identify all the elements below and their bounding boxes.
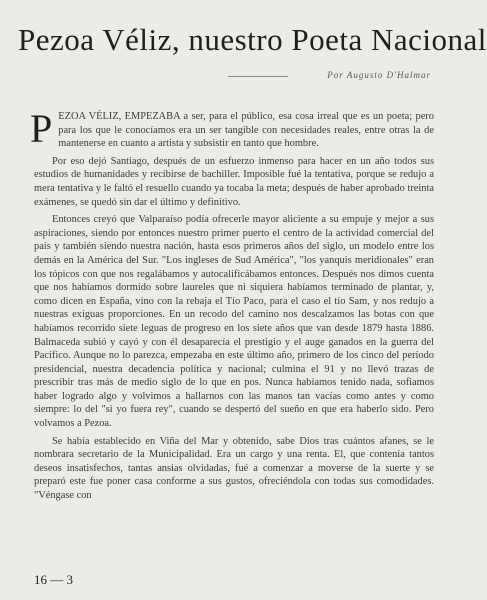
page-number: 16 — 3: [34, 572, 73, 587]
drop-cap: P: [30, 106, 53, 151]
paragraph-3: Entonces creyó que Valparaíso podía ofrecerle mayor aliciente a su empuje y mejor a sus aspiraciones, siendo por entonces nuestro primer puerto el centro de la actividad comercial del país y también siendo nuestra nación, hasta esos primeros años del siglo, un modelo entre los demás en la América del Sur. "Los ingleses de Sud América", "los yanquis meridionales" eran los tópicos con que nos regalábamos y autocalificábamos entonces. Después nos dimos cuenta que nos habíamos dormido sobre laureles que ni siquiera habíamos terminado de plantar, y, como dicen en España, vino con la rebaja el Tío Paco, para el caso el tío Sam, y nos redujo a nuestras exiguas proporciones. En un recodo del camino nos descalzamos las botas con que habíamos recorrido siete leguas de progreso en los siete años que van desde 1879 hasta 1886. Balmaceda subió y cayó y con él desaparecía el prestigio y el auge ganados en la guerra del Pacífico. Aunque no lo parezca, empezaba en este último año, primero de los cinco del período presidencial, nuestra decadencia política y nacional; culmina el 91 y no llevó trazas de prescribir tras más de medio siglo de lo que en pos. Nunca habíamos tenido nada, sofiamos haber logrado algo y volvimos a hallarnos con las manos tan vacías como antes y como siempre: lo del "si yo fuera rey", cuando se despertó del sueño en que era haberlo sido. Pero volvamos a Pezoa.: [34, 214, 434, 430]
paragraph-1: [30, 106, 434, 151]
paragraph-4: Se había establecido en Viña del Mar y obtenido, sabe Dios tras cuántos afanes, se le nombrara secretario de la Municipalidad. Era un cargo y una renta. El, que contenía tantos deseos insatisfechos, tantas ansias olvidadas, fué a comenzar a moverse de la suerte y se preparó este fue poner casa conforme a sus gustos, ofreciéndola con todas sus comodidades. "Véngase con: [34, 435, 434, 502]
byline-rule: [228, 76, 288, 77]
paragraph-1-text: EZOA VÉLIZ, EMPEZABA a ser, para el público, esa cosa irreal que es un poeta; pero para los que le conocíamos era un ser tangible con necesidades reales, entre otras la de mantenerse en cuanto a artista y subsistir en tanto que hombre.: [58, 111, 434, 150]
article-body: [30, 106, 434, 572]
article-byline: Por Augusto D'Halmar: [327, 70, 431, 80]
article-title: Pezoa Véliz, nuestro Poeta Nacional: [18, 22, 487, 57]
paragraph-2: Por eso dejó Santiago, después de un esfuerzo inmenso para hacer en un año todos sus estudios de humanidades y recibirse de bachiller. Imposible fué la tentativa, porque se redujo a mera tentativa y le faltó el resuello cuando ya tocaba la meta; después de haber aprobado treinta exámenes, se quedó sin dar el último y definitivo.: [34, 155, 434, 208]
